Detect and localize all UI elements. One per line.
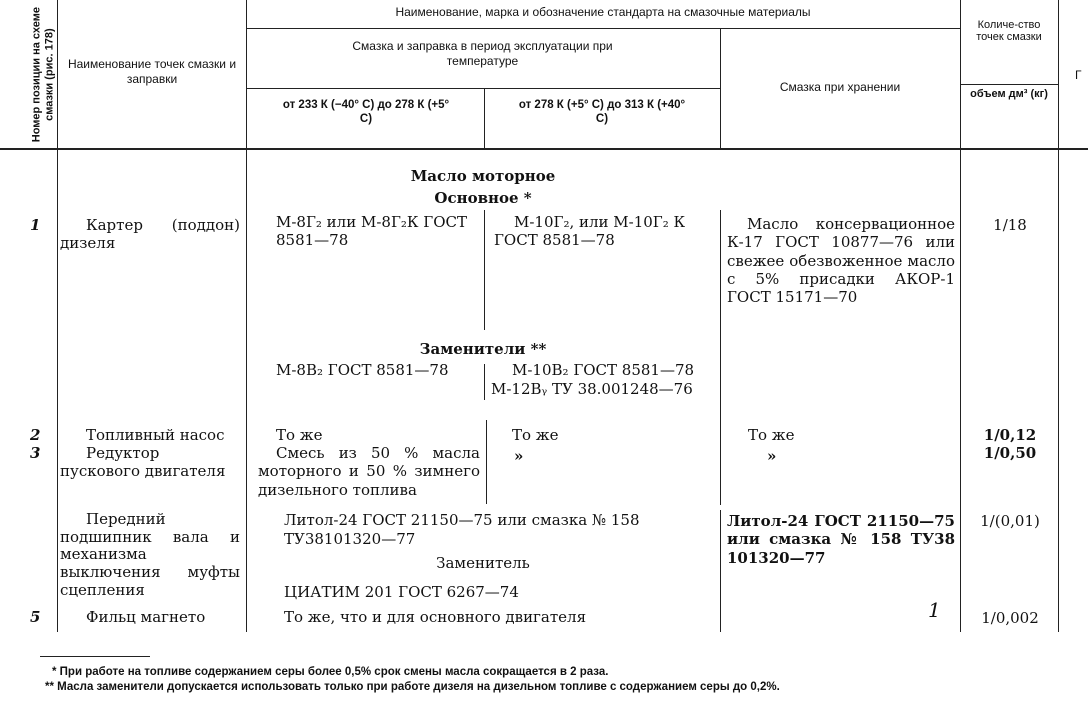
row-1-low: М-8Г₂ или М-8Г₂К ГОСТ 8581—78: [276, 213, 467, 250]
row-5-main: То же, что и для основного двигателя: [284, 608, 587, 626]
header-count: Количе-ство точек смазки: [976, 19, 1042, 44]
footnote-2: ** Масла заменители допускается использовать только при работе дизеля на дизельном топливе с содержанием серы до 0,2%.: [45, 681, 780, 693]
header-bottom-rule: [0, 148, 1088, 150]
row-4-count: 1/(0,01): [980, 512, 1040, 530]
grid-line: [960, 84, 1058, 85]
footnote-rule: [40, 656, 150, 657]
header-operation: Смазка и заправка в период эксплуатации при температуре: [352, 39, 613, 68]
row-1-sub-high-2: М-12Вᵧ ТУ 38.001248—76: [491, 380, 693, 398]
section-oil-title: Масло моторное: [410, 167, 556, 185]
header-points: Наименование точек смазки и заправки: [67, 57, 237, 86]
row-3-count: 1/0,50: [983, 444, 1037, 462]
grid-line: [484, 88, 485, 148]
row-2-point: Топливный насос: [86, 426, 225, 444]
grid-line: [1058, 0, 1059, 632]
row-4-main: Литол-24 ГОСТ 21150—75 или смазка № 158 ТУ38101320—77: [284, 511, 640, 548]
row-1-point: Картер (поддон) дизеля: [60, 216, 240, 253]
row-2-low: То же: [276, 426, 323, 444]
row-1-count: 1/18: [993, 216, 1027, 234]
grid-line: [486, 420, 487, 504]
row-3-point: Редуктор пускового двигателя: [60, 444, 226, 481]
row-1-number: 1: [30, 216, 41, 234]
grid-line: [484, 364, 485, 400]
grid-line: [720, 510, 721, 632]
header-volume: объем дм³ (кг): [970, 88, 1048, 100]
grid-line: [246, 0, 247, 632]
grid-line: [246, 28, 960, 29]
row-4-point: Передний подшипник вала и механизма выключения муфты сцепления: [60, 510, 240, 599]
row-3-low: Смесь из 50 % масла моторного и 50 % зимнего дизельного топлива: [258, 444, 480, 499]
header-temp-low: от 233 К (−40° С) до 278 К (+5° С): [282, 99, 450, 126]
row-4-sub: ЦИАТИМ 201 ГОСТ 6267—74: [284, 583, 519, 601]
row-2-high: То же: [512, 426, 559, 444]
row-1-high: М-10Г₂, или М-10Г₂ К ГОСТ 8581—78: [494, 213, 686, 250]
header-storage: Смазка при хранении: [779, 80, 901, 94]
row-3-number: 3: [30, 444, 41, 462]
row-2-number: 2: [30, 426, 41, 444]
row-5-storage: 1: [928, 598, 941, 622]
header-position: Номер позиции на схеме смазки (рис. 178): [30, 7, 55, 143]
row-1-sub-low: М-8В₂ ГОСТ 8581—78: [276, 361, 449, 379]
section-main: Основное *: [434, 189, 532, 207]
grid-line: [246, 88, 720, 89]
grid-line: [960, 0, 961, 632]
row-3-storage: »: [767, 447, 777, 465]
row-1-storage: Масло консервационное К-17 ГОСТ 10877—76 или свежее обезвоженное масло с 5% присадки АКОР-1 ГОСТ 15171—70: [727, 215, 955, 307]
header-materials: Наименование, марка и обозначение стандарта на смазочные материалы: [395, 5, 811, 19]
row-2-storage: То же: [748, 426, 795, 444]
row-5-number: 5: [30, 608, 41, 626]
section-substitutes: Заменители **: [419, 340, 547, 358]
section-substitute: Заменитель: [436, 554, 530, 572]
row-3-high: »: [514, 447, 524, 465]
row-5-count: 1/0,002: [981, 609, 1039, 627]
header-temp-high: от 278 К (+5° С) до 313 К (+40° С): [518, 99, 686, 126]
header-cut-column: Г: [1075, 68, 1082, 82]
row-5-point: Фильц магнето: [86, 608, 206, 626]
grid-line: [484, 210, 485, 330]
grid-line: [720, 210, 721, 505]
row-4-storage: Литол-24 ГОСТ 21150—75 или смазка № 158 ТУ38 101320—77: [727, 512, 955, 567]
row-1-sub-high-1: М-10В₂ ГОСТ 8581—78: [512, 361, 695, 379]
grid-line: [57, 0, 58, 632]
row-2-count: 1/0,12: [983, 426, 1037, 444]
footnote-1: * При работе на топливе содержанием серы более 0,5% срок смены масла сокращается в 2 раза.: [52, 666, 609, 678]
